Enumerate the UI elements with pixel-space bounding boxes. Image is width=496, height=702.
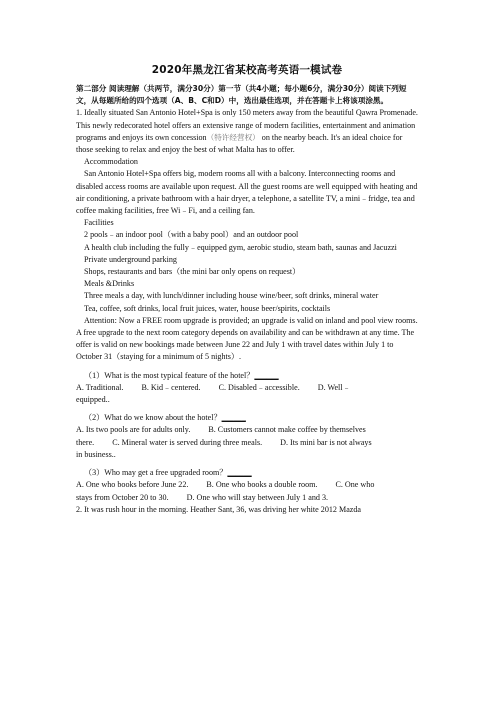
question-1-options-cont: equipped.. [76, 395, 110, 405]
question-2-blank: ______ [221, 413, 246, 423]
passage1-intro-a: 1. Ideally situated San Antonio Hotel+Spa is only 150 meters away from the beautiful Qawra Promenade. This newly redecorated hotel offers an extensive range of modern facilities, entertainment and animation programs and enjoys its own concession [76, 108, 418, 142]
passage1-line: 2 pools﹣an indoor pool（with a baby pool）and an outdoor pool [84, 230, 299, 240]
passage1-line: Tea, coffee, soft drinks, local fruit juices, water, house beer/spirits, cocktails [84, 303, 331, 313]
question-2-option-a[interactable]: A. Its two pools are for adults only. [76, 425, 191, 435]
question-3-option-a[interactable]: A. One who books before June 22. [76, 480, 189, 490]
passage1-line: Three meals a day, with lunch/dinner including house wine/beer, soft drinks, mineral water [84, 291, 379, 301]
passage1-line: Meals &Drinks [84, 279, 135, 289]
question-1-options [76, 382, 418, 394]
passage2-start: 2. It was rush hour in the morning. Heather Sant, 36, was driving her white 2012 Mazda [76, 504, 362, 514]
passage1-intro [76, 107, 418, 156]
question-3-options [76, 479, 418, 491]
question-2-text: （2）What do we know about the hotel？ [84, 413, 222, 423]
question-1-stem [76, 370, 418, 382]
passage1-line: San Antonio Hotel+Spa offers big, modern rooms all with a balcony. Interconnecting rooms and disabled access rooms are available upon request. All the guest rooms are well equipped with heating and air conditioning, a private bathroom with a hair dryer, a telephone, a satellite TV, a mini﹣fridge, tea and coffee making facilities, free Wi﹣Fi, and a ceiling fan. [76, 169, 418, 216]
question-2-option-b[interactable]: B. Customers cannot make coffee by themselves [208, 425, 366, 435]
question-1-option-c[interactable]: C. Disabled﹣accessible. [218, 382, 300, 392]
question-1-option-b[interactable]: B. Kid﹣centered. [141, 382, 201, 392]
question-1-option-a[interactable]: A. Traditional. [76, 382, 124, 392]
exam-page [76, 62, 418, 516]
passage1-line: Accommodation [84, 157, 138, 167]
passage1-line: Attention: Now a FREE room upgrade is provided; an upgrade is valid on inland and pool view rooms. A free upgrade to the next room category depends on availability and can be withdrawn at any time. The offer is valid on new bookings made between June 22 and July 1 with travel dates within July 1 to October 31（staying for a minimum of 5 nights）. [76, 315, 418, 362]
question-1-text: （1）What is the most typical feature of the hotel？ [84, 370, 255, 380]
question-1-option-d[interactable]: D. Well﹣ [317, 382, 351, 392]
question-3-options-cont [76, 492, 418, 504]
question-3-option-c-cont: stays from October 20 to 30. [76, 492, 169, 502]
section-heading-text: 第二部分 阅读理解（共两节，满分30分）第一节（共4小题；每小题6分，满分30分） [76, 84, 369, 93]
passage1-intro-note: （特许经营权） [206, 132, 260, 142]
passage1-line: Private underground parking [84, 254, 177, 264]
passage1-line: Facilities [84, 218, 114, 228]
section-instruction: 阅读下列短文，从每题所给的四个选项（A、B、C和D）中，选出最佳选项，并在答题卡上将该项涂黑。 [76, 84, 407, 106]
question-1-blank: ______ [254, 370, 279, 380]
question-2-option-c[interactable]: C. Mineral water is served during three meals. [112, 437, 263, 447]
question-3-stem [76, 467, 418, 479]
question-3-blank: ______ [227, 468, 252, 478]
question-2-options-cont2: in business.. [76, 449, 116, 459]
passage1-line: A health club including the fully﹣equipped gym, aerobic studio, steam bath, saunas and Jacuzzi [84, 242, 397, 252]
question-3-option-b[interactable]: B. One who books a double room. [206, 480, 318, 490]
question-2-option-d[interactable]: D. Its mini bar is not always [280, 437, 372, 447]
question-2-options-cont [76, 437, 418, 449]
page-title: 2020年黑龙江省某校高考英语一模试卷 [151, 64, 343, 76]
question-2-options [76, 424, 418, 436]
passage1-intro-b: on the nearby beach. It's an ideal choice for those seeking to relax and enjoy the best of what Malta has to offer. [76, 132, 403, 155]
question-3-option-d[interactable]: D. One who will stay between July 1 and 3. [186, 492, 329, 502]
question-2-option-b-cont: there. [76, 437, 95, 447]
question-2-stem [76, 412, 418, 424]
passage1-line: Shops, restaurants and bars（the mini bar only opens on request） [84, 267, 301, 277]
question-3-option-c[interactable]: C. One who [335, 480, 375, 490]
question-3-text: （3）Who may get a free upgraded room？ [84, 468, 228, 478]
section-heading [76, 83, 418, 107]
